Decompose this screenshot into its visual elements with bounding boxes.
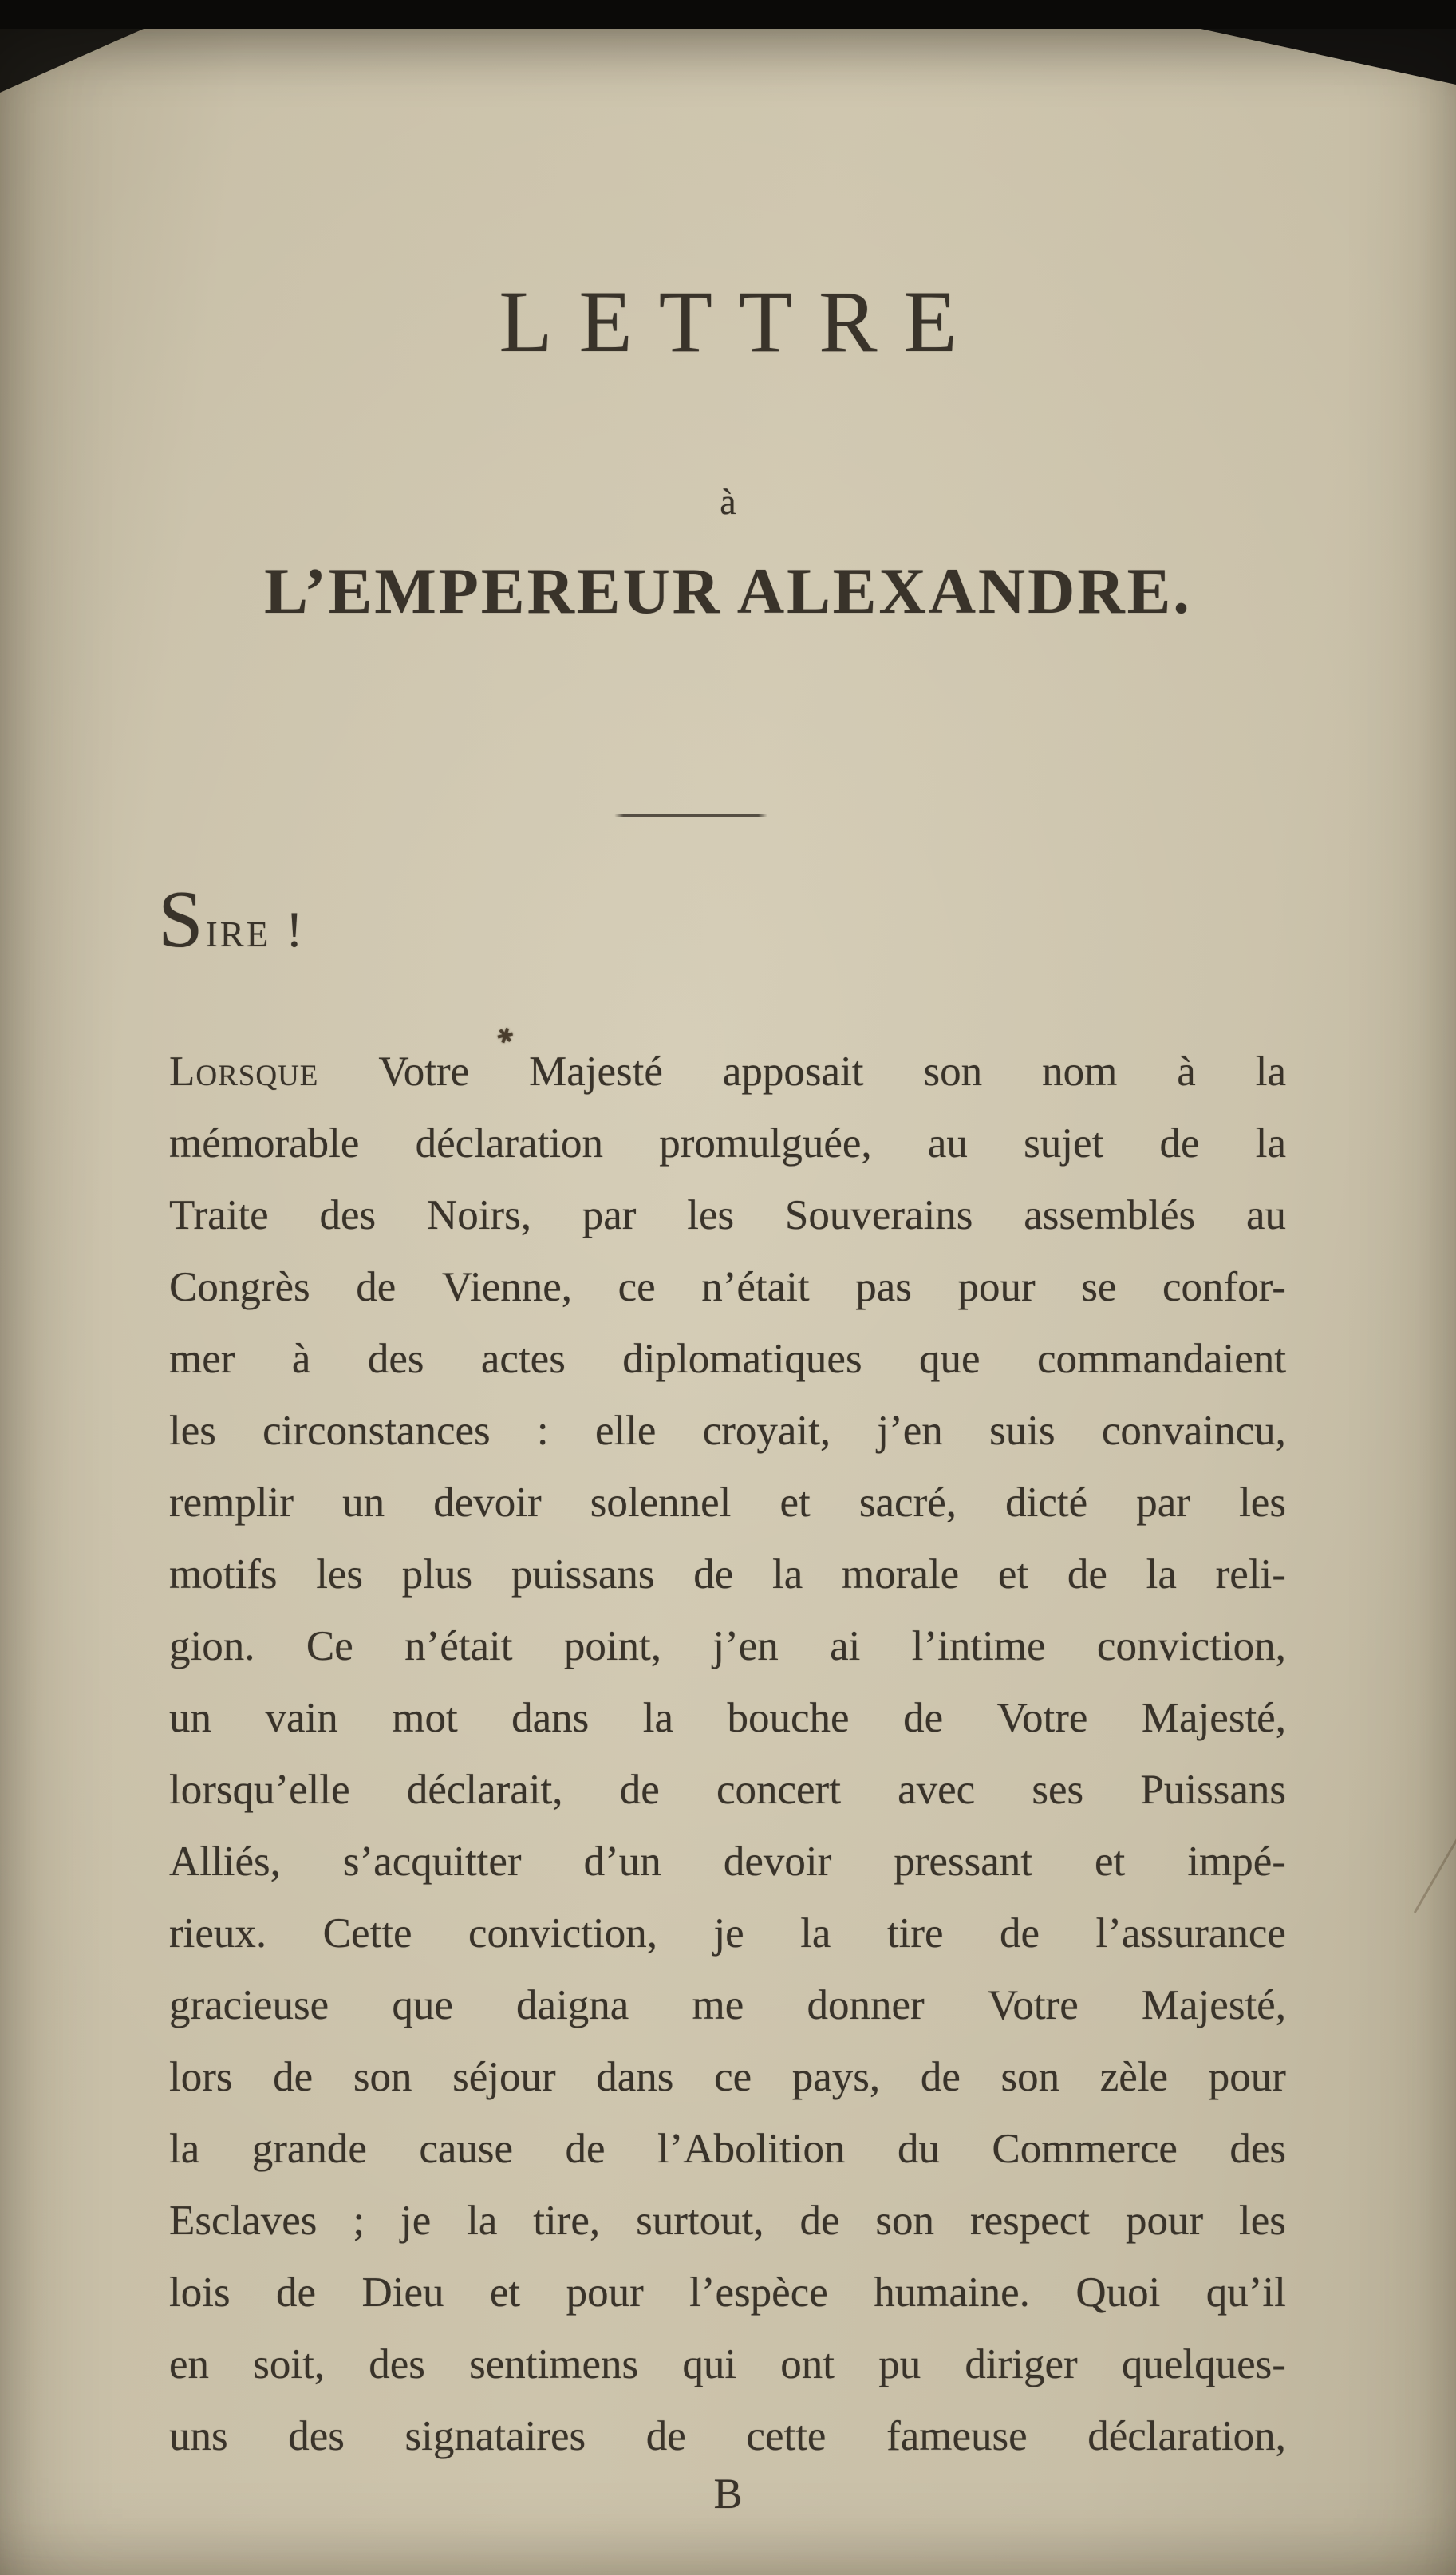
- word: Esclaves: [169, 2198, 318, 2244]
- word: les: [687, 1192, 735, 1238]
- word: n’était: [404, 1623, 513, 1669]
- body-line: [169, 1538, 1286, 1610]
- word: pays,: [791, 2054, 881, 2100]
- word: des: [369, 2341, 425, 2387]
- body-line: [169, 1036, 1286, 1108]
- word: plus: [401, 1551, 473, 1598]
- word: bouche: [727, 1695, 850, 1741]
- word: de: [273, 2054, 314, 2100]
- word: pu: [878, 2341, 921, 2387]
- word: pas: [855, 1264, 912, 1310]
- word: Noirs,: [426, 1192, 531, 1238]
- word: puissans: [511, 1551, 655, 1598]
- word: la: [1255, 1120, 1286, 1167]
- word: pour: [957, 1264, 1036, 1310]
- word: cause: [419, 2126, 514, 2172]
- word: s’acquitter: [342, 1838, 522, 1885]
- word: de: [276, 2269, 317, 2316]
- word: et: [779, 1479, 811, 1526]
- word: pressant: [894, 1838, 1032, 1885]
- word: tire: [886, 1910, 944, 1957]
- word: pour: [566, 2269, 644, 2316]
- word: point,: [563, 1623, 662, 1669]
- section-divider-rule: [614, 814, 767, 817]
- word: de: [1067, 1551, 1107, 1598]
- word: les: [1239, 1479, 1286, 1526]
- word: des: [319, 1192, 377, 1238]
- word: déclaration: [415, 1120, 604, 1167]
- word: ont: [780, 2341, 835, 2387]
- word: déclarait,: [406, 1767, 563, 1813]
- body-line: [169, 1969, 1286, 2041]
- word: que: [392, 1982, 453, 2028]
- word: donner: [807, 1982, 925, 2028]
- word: Commerce: [992, 2126, 1178, 2172]
- word: son: [875, 2198, 935, 2244]
- word: ai: [830, 1623, 861, 1669]
- word: Majesté: [529, 1049, 663, 1095]
- word: zèle: [1099, 2054, 1169, 2100]
- word: la: [642, 1695, 674, 1741]
- word: signataires: [404, 2413, 586, 2459]
- word: à: [291, 1336, 311, 1382]
- body-line: [169, 2185, 1286, 2257]
- word: Dieu: [361, 2269, 444, 2316]
- word: dicté: [1005, 1479, 1088, 1526]
- word: mot: [392, 1695, 458, 1741]
- word: Puissans: [1140, 1767, 1286, 1813]
- word: au: [1245, 1192, 1286, 1238]
- word: de: [799, 2198, 840, 2244]
- body-line: [169, 2400, 1286, 2472]
- word: dans: [511, 1695, 590, 1741]
- word: Souverains: [784, 1192, 973, 1238]
- body-line: [169, 1179, 1286, 1251]
- scan-corner-shadow-left: [0, 29, 144, 93]
- word: les: [1239, 2198, 1286, 2244]
- word: diriger: [965, 2341, 1078, 2387]
- letter-addressee: L’EMPEREUR ALEXANDRE.: [264, 555, 1192, 627]
- letter-title: LETTRE: [499, 273, 984, 370]
- scan-corner-shadow-right: [1201, 29, 1456, 85]
- word: la: [1146, 1551, 1177, 1598]
- word: et: [489, 2269, 521, 2316]
- word: sujet: [1024, 1120, 1104, 1167]
- word: croyait,: [702, 1408, 831, 1454]
- word: ce: [618, 1264, 656, 1310]
- word: daigna: [516, 1982, 629, 2028]
- body-line: [169, 1467, 1286, 1538]
- word: la: [800, 1910, 831, 1957]
- word: les: [169, 1408, 216, 1454]
- word: l’Abolition: [657, 2126, 846, 2172]
- word: par: [1136, 1479, 1190, 1526]
- word: lors: [169, 2054, 233, 2100]
- word: humaine.: [874, 2269, 1030, 2316]
- word: de: [356, 1264, 397, 1310]
- word: n’était: [701, 1264, 810, 1310]
- word: uns: [169, 2413, 228, 2459]
- word: morale: [842, 1551, 960, 1598]
- word: j’en: [877, 1408, 943, 1454]
- body-line: [169, 2041, 1286, 2113]
- word: la: [169, 2126, 200, 2172]
- word: de: [565, 2126, 606, 2172]
- word: des: [288, 2413, 345, 2459]
- word: des: [367, 1336, 424, 1382]
- word: solennel: [590, 1479, 732, 1526]
- word: je: [713, 1910, 744, 1957]
- word: déclaration,: [1087, 2413, 1286, 2459]
- word: à: [1177, 1049, 1196, 1095]
- word: ;: [353, 2198, 365, 2244]
- ink-blot-mark: ✱: [493, 1022, 517, 1050]
- word: séjour: [452, 2054, 556, 2100]
- word: conviction,: [468, 1910, 657, 1957]
- body-line: [169, 1898, 1286, 1969]
- word: diplomatiques: [622, 1336, 862, 1382]
- word: la: [467, 2198, 498, 2244]
- body-line: [169, 2257, 1286, 2328]
- word: l’espèce: [689, 2269, 828, 2316]
- word: Votre: [378, 1049, 470, 1095]
- word: remplir: [169, 1479, 294, 1526]
- word: d’un: [583, 1838, 661, 1885]
- word: au: [927, 1120, 968, 1167]
- word: convaincu,: [1101, 1408, 1286, 1454]
- word: motifs: [169, 1551, 278, 1598]
- word: un: [169, 1695, 211, 1741]
- word: ses: [1032, 1767, 1084, 1813]
- word: grande: [251, 2126, 367, 2172]
- body-line: [169, 1826, 1286, 1898]
- catchword: B: [713, 2470, 743, 2518]
- word: des: [1229, 2126, 1286, 2172]
- word: Votre: [987, 1982, 1079, 2028]
- lead-word: Lorsque: [169, 1049, 319, 1095]
- word: assemblés: [1024, 1192, 1196, 1238]
- word: par: [582, 1192, 637, 1238]
- body-line: [169, 1251, 1286, 1323]
- word: cette: [746, 2413, 827, 2459]
- word: surtout,: [636, 2198, 764, 2244]
- body-line: [169, 1108, 1286, 1179]
- word: ce: [714, 2054, 752, 2100]
- word: Alliés,: [169, 1838, 281, 1885]
- word: Ce: [306, 1623, 353, 1669]
- scan-scratch-mark: [1414, 1823, 1456, 1913]
- word: promulguée,: [659, 1120, 872, 1167]
- word: commandaient: [1037, 1336, 1286, 1382]
- word: de: [645, 2413, 686, 2459]
- word: vain: [265, 1695, 338, 1741]
- word: Cette: [322, 1910, 412, 1957]
- word: apposait: [722, 1049, 864, 1095]
- word: son: [353, 2054, 412, 2100]
- word: de: [619, 1767, 660, 1813]
- word: son: [1000, 2054, 1060, 2100]
- word: se: [1081, 1264, 1117, 1310]
- word: qui: [682, 2341, 737, 2387]
- word: :: [536, 1408, 549, 1454]
- word: la: [1255, 1049, 1286, 1095]
- word: reli-: [1215, 1551, 1286, 1598]
- body-line: [169, 1395, 1286, 1467]
- word: sacré,: [858, 1479, 957, 1526]
- word: Majesté,: [1141, 1982, 1286, 2028]
- word: son: [923, 1049, 983, 1095]
- word: devoir: [723, 1838, 832, 1885]
- word: conviction,: [1096, 1623, 1286, 1669]
- word: mémorable: [169, 1120, 360, 1167]
- word: nom: [1042, 1049, 1118, 1095]
- word: me: [692, 1982, 744, 2028]
- word: pour: [1125, 2198, 1204, 2244]
- word: l’intime: [911, 1623, 1046, 1669]
- word: un: [342, 1479, 385, 1526]
- word: rieux.: [169, 1910, 267, 1957]
- word: Traite: [169, 1192, 269, 1238]
- body-line: [169, 1610, 1286, 1682]
- word: actes: [480, 1336, 566, 1382]
- word: et: [1095, 1838, 1126, 1885]
- word: de: [693, 1551, 734, 1598]
- paper: [0, 29, 1456, 2575]
- word: circonstances: [262, 1408, 491, 1454]
- word: de: [920, 2054, 961, 2100]
- word: en: [169, 2341, 210, 2387]
- word: les: [316, 1551, 364, 1598]
- body-line: [169, 1323, 1286, 1395]
- word: fameuse: [886, 2413, 1028, 2459]
- word: confor-: [1162, 1264, 1286, 1310]
- word: pour: [1208, 2054, 1286, 2100]
- word: Quoi: [1075, 2269, 1161, 2316]
- word: mer: [169, 1336, 235, 1382]
- word: Congrès: [169, 1264, 310, 1310]
- body-line: [169, 1754, 1286, 1826]
- body-line: [169, 2328, 1286, 2400]
- word: qu’il: [1205, 2269, 1286, 2316]
- word: gion.: [169, 1623, 255, 1669]
- body-paragraph: [169, 1036, 1286, 2472]
- word: Votre: [996, 1695, 1088, 1741]
- word: du: [897, 2126, 940, 2172]
- word: lorsqu’elle: [169, 1767, 350, 1813]
- letter-preposition: à: [720, 481, 736, 522]
- scan-edge-top: [0, 0, 1456, 29]
- word: et: [997, 1551, 1029, 1598]
- word: soit,: [253, 2341, 326, 2387]
- body-line: [169, 2113, 1286, 2185]
- word: sentimens: [469, 2341, 639, 2387]
- word: lois: [169, 2269, 231, 2316]
- word: quelques-: [1121, 2341, 1286, 2387]
- word: que: [919, 1336, 981, 1382]
- word: dans: [596, 2054, 674, 2100]
- word: l’assurance: [1095, 1910, 1286, 1957]
- word: Vienne,: [441, 1264, 572, 1310]
- word: de: [1159, 1120, 1200, 1167]
- word: je: [400, 2198, 432, 2244]
- word: de: [903, 1695, 944, 1741]
- word: Majesté,: [1141, 1695, 1286, 1741]
- word: tire,: [533, 2198, 601, 2244]
- salutation: Sire !: [158, 875, 306, 965]
- word: devoir: [433, 1479, 542, 1526]
- word: de: [1000, 1910, 1040, 1957]
- word: avec: [898, 1767, 976, 1813]
- body-line: [169, 1682, 1286, 1754]
- word: respect: [969, 2198, 1091, 2244]
- word: suis: [989, 1408, 1056, 1454]
- word: concert: [716, 1767, 841, 1813]
- word: gracieuse: [169, 1982, 329, 2028]
- word: elle: [594, 1408, 657, 1454]
- word: impé-: [1187, 1838, 1286, 1885]
- word: la: [772, 1551, 803, 1598]
- word: j’en: [712, 1623, 779, 1669]
